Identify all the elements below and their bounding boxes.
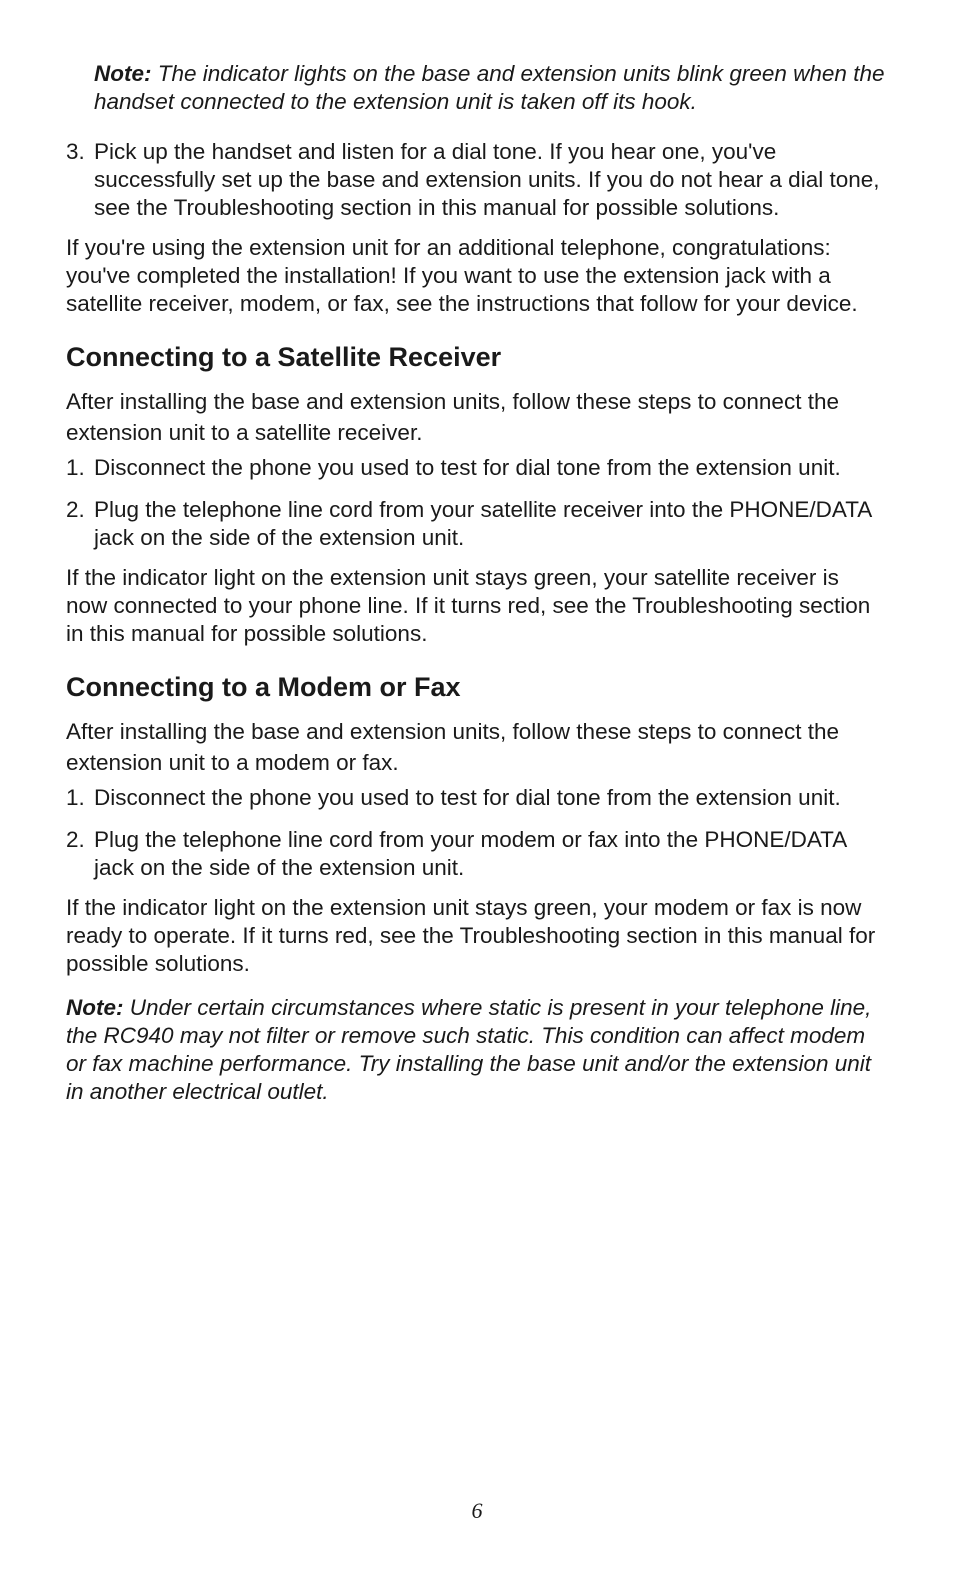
top-note [94, 60, 886, 116]
modem-result: If the indicator light on the extension unit stays green, your modem or fax is now ready to operate. If it turns red, see the Troubleshooting section in this manual for possible solutions. [66, 895, 876, 976]
bottom-note-label: Note: [66, 995, 124, 1020]
step-number: 2. [66, 827, 85, 852]
step-text: Disconnect the phone you used to test for dial tone from the extension unit. [94, 455, 841, 480]
step-text: Disconnect the phone you used to test for dial tone from the extension unit. [94, 785, 841, 810]
step-text: Pick up the handset and listen for a dial tone. If you hear one, you've successfully set up the base and extension units. If you do not hear a dial tone, see the Troubleshooting section in this manual for possible solutions. [94, 139, 880, 220]
top-note-label: Note: [94, 61, 152, 86]
modem-heading: Connecting to a Modem or Fax [66, 672, 461, 702]
modem-step-2 [66, 826, 886, 882]
satellite-heading: Connecting to a Satellite Receiver [66, 342, 502, 372]
step-text: Plug the telephone line cord from your modem or fax into the PHONE/DATA jack on the side of the extension unit. [94, 827, 847, 880]
step-number: 3. [66, 139, 85, 164]
modem-intro: After installing the base and extension units, follow these steps to connect the extension unit to a modem or fax. [66, 719, 839, 775]
manual-page [66, 60, 886, 1106]
top-note-text: The indicator lights on the base and extension units blink green when the handset connected to the extension unit is taken off its hook. [94, 61, 885, 114]
step-number: 1. [66, 785, 85, 810]
satellite-step-1 [66, 454, 886, 482]
satellite-result: If the indicator light on the extension unit stays green, your satellite receiver is now connected to your phone line. If it turns red, see the Troubleshooting section in this manual for possible solutions. [66, 565, 871, 646]
step-number: 2. [66, 497, 85, 522]
satellite-intro: After installing the base and extension units, follow these steps to connect the extension unit to a satellite receiver. [66, 389, 839, 445]
bottom-note-text: Under certain circumstances where static is present in your telephone line, the RC940 may not filter or remove such static. This condition can affect modem or fax machine performance. Try installing the base unit and/or the extension unit in another electrical outlet. [66, 995, 872, 1104]
satellite-step-2 [66, 496, 886, 552]
step-text: Plug the telephone line cord from your satellite receiver into the PHONE/DATA jack on the side of the extension unit. [94, 497, 872, 550]
page-number: 6 [471, 1498, 483, 1523]
modem-step-1 [66, 784, 886, 812]
step-3 [66, 138, 886, 222]
bottom-note [66, 994, 886, 1106]
step-number: 1. [66, 455, 85, 480]
extension-paragraph: If you're using the extension unit for an additional telephone, congratulations: you've completed the installation! If you want to use the extension jack with a satellite receiver, modem, or fax, see the instructions that follow for your device. [66, 235, 858, 316]
